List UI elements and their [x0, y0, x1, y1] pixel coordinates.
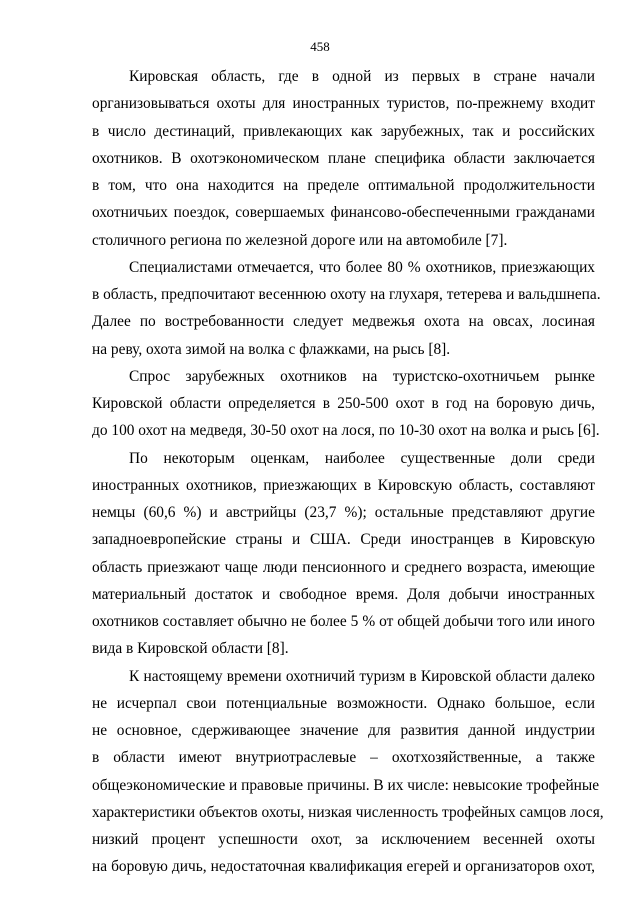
text-line: характеристики объектов охоты, низкая численность трофейных самцов лося, — [92, 803, 604, 821]
text-line: материальный достаток и свободное время. Доля добычи иностранных — [92, 585, 595, 603]
text-line: По некоторым оценкам, наиболее существенные доли среди — [129, 449, 595, 467]
text-line: Специалистами отмечается, что более 80 % охотников, приезжающих — [129, 258, 595, 276]
text-line: Далее по востребованности следует медвежья охота на овсах, лосиная — [92, 313, 595, 331]
text-line: охотников. В охотэкономическом плане специфика области заключается — [92, 149, 595, 167]
page-number: 458 — [310, 39, 330, 54]
text-line: охотничьих поездок, совершаемых финансово-обеспеченными гражданами — [92, 204, 595, 222]
text-line: иностранных охотников, приезжающих в Кировскую область, составляют — [92, 476, 595, 494]
text-line: организовываться охоты для иностранных туристов, по-прежнему входит — [92, 95, 595, 113]
text-line: Кировская область, где в одной из первых в стране начали — [129, 68, 595, 85]
text-line: охотников составляет обычно не более 5 % от общей добычи того или иного — [92, 613, 595, 630]
text-line: Спрос зарубежных охотников на туристско-охотничьем рынке — [129, 367, 595, 385]
paragraph-2 — [92, 254, 601, 363]
paragraph-4 — [92, 445, 595, 663]
text-line: в область, предпочитают весеннюю охоту на глухаря, тетерева и вальдшнепа. — [92, 286, 601, 303]
text-line: Кировской области определяется в 250-500 охот в год на боровую дичь, — [92, 395, 595, 412]
text-line: вида в Кировской области [8]. — [92, 640, 289, 658]
text-line: немцы (60,6 %) и австрийцы (23,7 %); остальные представляют другие — [92, 504, 595, 521]
text-line: на боровую дичь, недостаточная квалификация егерей и организаторов охот, — [92, 858, 595, 876]
text-line: К настоящему времени охотничий туризм в Кировской области далеко — [129, 667, 595, 685]
text-line: в число дестинаций, привлекающих как зарубежных, так и российских — [92, 122, 595, 140]
text-line: низкий процент успешности охот, за исключением весенней охоты — [92, 831, 595, 848]
text-line: до 100 охот на медведя, 30-50 охот на лося, по 10-30 охот на волка и рысь [6]. — [92, 422, 600, 440]
text-line: столичного региона по железной дороге или на автомобиле [7]. — [92, 231, 508, 249]
paragraph-3 — [92, 363, 600, 445]
text-line: не основное, сдерживающее значение для развития данной индустрии — [92, 722, 595, 739]
text-line: не исчерпал свои потенциальные возможности. Однако большое, если — [92, 694, 595, 712]
text-line: в том, что она находится на пределе оптимальной продолжительности — [92, 177, 595, 194]
text-line: область приезжают чаще люди пенсионного и среднего возраста, имеющие — [92, 558, 595, 576]
text-line: на реву, охота зимой на волка с флажками, на рысь [8]. — [92, 340, 451, 358]
body-text — [92, 63, 604, 881]
text-line: общеэкономические и правовые причины. В их числе: невысокие трофейные — [92, 776, 600, 794]
paragraph-5 — [92, 663, 604, 881]
text-line: в области имеют внутриотраслевые – охотхозяйственные, а также — [92, 749, 595, 767]
text-line: западноевропейские страны и США. Среди иностранцев в Кировскую — [92, 531, 595, 549]
paragraph-1 — [92, 63, 595, 254]
